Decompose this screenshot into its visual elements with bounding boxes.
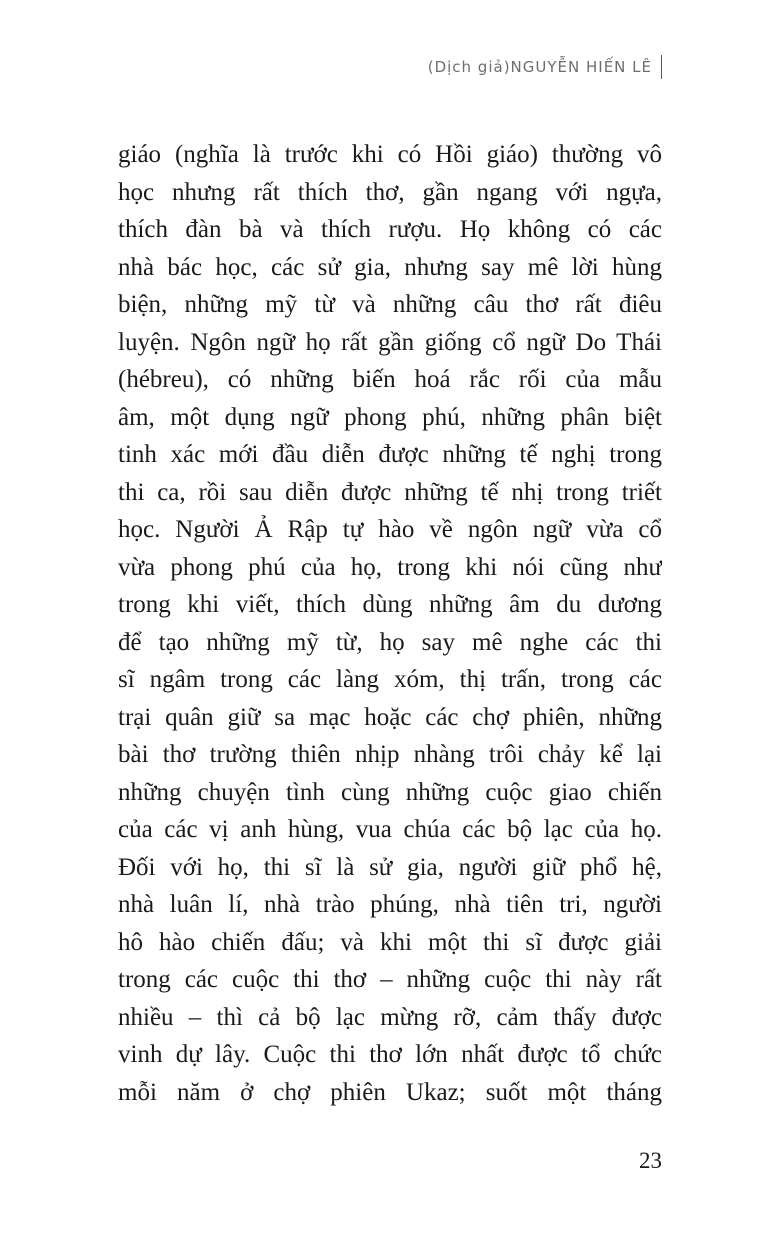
- text-line: học. Người Ả Rập tự hào về ngôn ngữ vừa cổ: [118, 516, 662, 543]
- text-line: bài thơ trường thiên nhịp nhàng trôi chảy kể lại: [118, 741, 662, 768]
- text-line: (hébreu), có những biến hoá rắc rối của mẫu: [118, 366, 662, 393]
- text-line: hô hào chiến đấu; và khi một thi sĩ được giải: [118, 928, 662, 956]
- text-line: mỗi năm ở chợ phiên Ukaz; suốt một tháng: [118, 1078, 662, 1106]
- text-line: vừa phong phú của họ, trong khi nói cũng như: [118, 553, 662, 581]
- header-divider: [661, 55, 662, 79]
- page-number: 23: [639, 1148, 662, 1173]
- text-line: những chuyện tình cùng những cuộc giao chiến: [118, 778, 662, 806]
- text-line: để tạo những mỹ từ, họ say mê nghe các thi: [118, 628, 662, 656]
- text-line: Đối với họ, thi sĩ là sử gia, người giữ phổ hệ,: [118, 853, 662, 881]
- text-line: nhiều – thì cả bộ lạc mừng rỡ, cảm thấy được: [118, 1003, 662, 1031]
- text-line: trại quân giữ sa mạc hoặc các chợ phiên, những: [118, 703, 662, 731]
- text-line: luyện. Ngôn ngữ họ rất gần giống cổ ngữ Do Thái: [118, 328, 662, 356]
- body-text: [118, 136, 662, 1111]
- text-line: thi ca, rồi sau diễn được những tế nhị trong triết: [118, 478, 662, 506]
- text-line: giáo (nghĩa là trước khi có Hồi giáo) thường vô: [118, 141, 662, 168]
- text-line: tinh xác mới đầu diễn được những tế nghị trong: [118, 441, 662, 468]
- text-line: âm, một dụng ngữ phong phú, những phân biệt: [118, 403, 662, 431]
- text-line: thích đàn bà và thích rượu. Họ không có các: [118, 216, 662, 243]
- text-line: sĩ ngâm trong các làng xóm, thị trấn, trong các: [118, 666, 662, 693]
- text-line: của các vị anh hùng, vua chúa các bộ lạc của họ.: [118, 816, 662, 843]
- text-line: trong khi viết, thích dùng những âm du dương: [118, 591, 662, 618]
- text-line: nhà luân lí, nhà trào phúng, nhà tiên tri, người: [118, 891, 662, 918]
- running-header: (Dịch giả)NGUYỄN HIẾN LÊ: [427, 58, 652, 76]
- text-line: trong các cuộc thi thơ – những cuộc thi này rất: [118, 966, 662, 993]
- text-line: biện, những mỹ từ và những câu thơ rất điêu: [118, 291, 662, 318]
- text-line: nhà bác học, các sử gia, nhưng say mê lời hùng: [118, 253, 662, 281]
- text-line: học nhưng rất thích thơ, gần ngang với ngựa,: [118, 178, 662, 206]
- text-line: vinh dự lây. Cuộc thi thơ lớn nhất được tổ chức: [118, 1041, 662, 1068]
